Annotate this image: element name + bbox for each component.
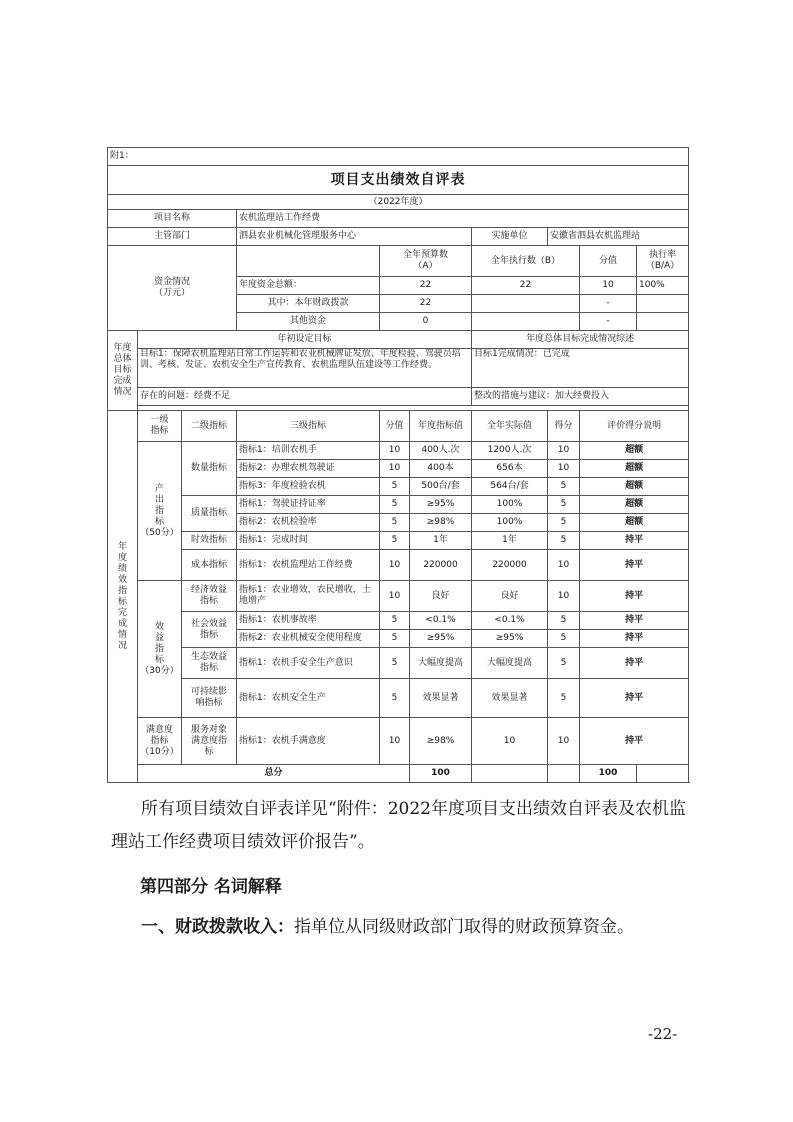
goals-problem: 存在的问题：经费不足 bbox=[138, 388, 472, 406]
indicator-score: 5 bbox=[380, 514, 410, 532]
indicator-target: ≥95% bbox=[410, 630, 472, 648]
goals-fix: 整改的措施与建议：加大经费投入 bbox=[472, 388, 689, 406]
table-title: 项目支出绩效自评表 bbox=[108, 166, 689, 195]
indicator-target: 1年 bbox=[410, 532, 472, 550]
indicator-actual: 大幅度提高 bbox=[472, 648, 548, 679]
indicator-target: 效果显著 bbox=[410, 679, 472, 718]
indicator-note: 持平 bbox=[580, 679, 689, 718]
indicator-target: ≥98% bbox=[410, 514, 472, 532]
l2-time: 时效指标 bbox=[182, 532, 237, 550]
indicator-name: 指标1：农业增效，农民增收，土地增产 bbox=[237, 581, 380, 612]
indicator-target: 500台/套 bbox=[410, 478, 472, 496]
indicator-got: 5 bbox=[548, 648, 580, 679]
perf-header: 全年实际值 bbox=[472, 411, 548, 442]
indicator-got: 5 bbox=[548, 532, 580, 550]
attachment-label: 附1： bbox=[108, 148, 689, 166]
indicator-name: 指标1：完成时间 bbox=[237, 532, 380, 550]
goals-header-done: 年度总体目标完成情况综述 bbox=[472, 331, 689, 349]
indicator-actual: 1200人.次 bbox=[472, 442, 548, 460]
total-got: 100 bbox=[580, 765, 637, 783]
goals-set-text: 目标1：保障农机监理站日常工作运转和农业机械牌证发放、年度检验、驾驶员培训、考核、发证、农机安全生产宣传教育、农机监理队伍建设等工作经费。 bbox=[138, 349, 472, 388]
indicator-name: 指标2：办理农机驾驶证 bbox=[237, 460, 380, 478]
indicator-got: 5 bbox=[548, 496, 580, 514]
indicator-actual: 良好 bbox=[472, 581, 548, 612]
funds-header-budget: 全年预算数 （A） bbox=[380, 246, 472, 277]
indicator-note: 持平 bbox=[580, 612, 689, 630]
indicator-score: 5 bbox=[380, 612, 410, 630]
funds-row-budget: 22 bbox=[380, 277, 472, 295]
indicator-target: 400人.次 bbox=[410, 442, 472, 460]
perf-label: 年 度 绩 效 指 标 完 成 情 况 bbox=[108, 411, 138, 783]
indicator-note: 超额 bbox=[580, 478, 689, 496]
indicator-got: 5 bbox=[548, 478, 580, 496]
dept-value: 泗县农业机械化管理服务中心 bbox=[237, 228, 472, 246]
indicator-target: 220000 bbox=[410, 550, 472, 581]
definition-paragraph bbox=[111, 910, 696, 944]
indicator-score: 10 bbox=[380, 460, 410, 478]
l2-sustain: 可持续影 响指标 bbox=[182, 679, 237, 718]
indicator-actual: ≥95% bbox=[472, 630, 548, 648]
l2-econ: 经济效益 指标 bbox=[182, 581, 237, 612]
indicator-actual: 100% bbox=[472, 496, 548, 514]
indicator-note: 持平 bbox=[580, 532, 689, 550]
l1-effect: 效 益 指 标 （30分） bbox=[138, 581, 182, 718]
impl-value: 安徽省泗县农机监理站 bbox=[548, 228, 689, 246]
funds-row-exec bbox=[472, 313, 580, 331]
funds-row-score: - bbox=[580, 295, 637, 313]
l1-satisfaction: 满意度 指标 （10分） bbox=[138, 718, 182, 765]
indicator-actual: 220000 bbox=[472, 550, 548, 581]
definition-text: 指单位从同级财政部门取得的财政预算资金。 bbox=[294, 917, 634, 937]
indicator-actual: 100% bbox=[472, 514, 548, 532]
indicator-target: <0.1% bbox=[410, 612, 472, 630]
l2-eco: 生态效益 指标 bbox=[182, 648, 237, 679]
l2-service: 服务对象 满意度指 标 bbox=[182, 718, 237, 765]
indicator-note: 持平 bbox=[580, 581, 689, 612]
perf-header: 年度指标值 bbox=[410, 411, 472, 442]
goals-done-text: 目标1完成情况：已完成 bbox=[472, 349, 689, 388]
performance-table-sheet bbox=[107, 147, 688, 783]
indicator-score: 5 bbox=[380, 630, 410, 648]
funds-row-budget: 22 bbox=[380, 295, 472, 313]
funds-row-budget: 0 bbox=[380, 313, 472, 331]
indicator-score: 5 bbox=[380, 496, 410, 514]
indicator-got: 10 bbox=[548, 550, 580, 581]
indicator-actual: 1年 bbox=[472, 532, 548, 550]
l2-qty: 数量指标 bbox=[182, 442, 237, 496]
funds-label: 资金情况 （万元） bbox=[108, 246, 237, 331]
funds-row-rate: 100% bbox=[637, 277, 689, 295]
performance-evaluation-table bbox=[107, 147, 689, 783]
indicator-score: 10 bbox=[380, 550, 410, 581]
indicator-actual: 10 bbox=[472, 718, 548, 765]
definition-term: 一、财政拨款收入： bbox=[141, 917, 294, 937]
indicator-name: 指标2：农机检验率 bbox=[237, 514, 380, 532]
perf-header: 分值 bbox=[380, 411, 410, 442]
body-paragraph: 所有项目绩效自评表详见“附件：2022年度项目支出绩效自评表及农机监理站工作经费项目绩效评价报告”。 bbox=[111, 799, 686, 852]
project-name-label: 项目名称 bbox=[108, 210, 237, 228]
indicator-note: 超额 bbox=[580, 496, 689, 514]
indicator-score: 10 bbox=[380, 581, 410, 612]
section-heading: 第四部分 名词解释 bbox=[140, 877, 282, 897]
funds-row-name: 其中：本年财政拨款 bbox=[237, 295, 380, 313]
funds-row-score: 10 bbox=[580, 277, 637, 295]
perf-header: 二级指标 bbox=[182, 411, 237, 442]
indicator-score: 5 bbox=[380, 532, 410, 550]
funds-row-score: - bbox=[580, 313, 637, 331]
indicator-target: 400本 bbox=[410, 460, 472, 478]
indicator-target: ≥95% bbox=[410, 496, 472, 514]
indicator-got: 5 bbox=[548, 612, 580, 630]
indicator-actual: <0.1% bbox=[472, 612, 548, 630]
funds-row-rate bbox=[637, 313, 689, 331]
funds-header-rate: 执行率 （B/A） bbox=[637, 246, 689, 277]
indicator-note: 超额 bbox=[580, 460, 689, 478]
perf-header: 评价得分说明 bbox=[580, 411, 689, 442]
indicator-score: 10 bbox=[380, 442, 410, 460]
l1-output: 产 出 指 标 （50分） bbox=[138, 442, 182, 581]
table-year: （2022年度） bbox=[108, 195, 689, 210]
goals-label: 年度 总体 目标 完成 情况 bbox=[108, 331, 138, 411]
indicator-actual: 656本 bbox=[472, 460, 548, 478]
l2-quality: 质量指标 bbox=[182, 496, 237, 532]
indicator-score: 10 bbox=[380, 718, 410, 765]
indicator-name: 指标2：农业机械安全使用程度 bbox=[237, 630, 380, 648]
indicator-score: 5 bbox=[380, 648, 410, 679]
total-score: 100 bbox=[410, 765, 472, 783]
indicator-target: ≥98% bbox=[410, 718, 472, 765]
funds-header-score: 分值 bbox=[580, 246, 637, 277]
indicator-target: 良好 bbox=[410, 581, 472, 612]
funds-row-exec bbox=[472, 295, 580, 313]
total-label: 总分 bbox=[138, 765, 410, 783]
indicator-note: 超额 bbox=[580, 442, 689, 460]
l2-social: 社会效益 指标 bbox=[182, 612, 237, 648]
indicator-name: 指标1：农机事故率 bbox=[237, 612, 380, 630]
l2-cost: 成本指标 bbox=[182, 550, 237, 581]
indicator-target: 大幅度提高 bbox=[410, 648, 472, 679]
indicator-name: 指标1：农机安全生产 bbox=[237, 679, 380, 718]
funds-row-name: 年度资金总额： bbox=[237, 277, 380, 295]
indicator-got: 5 bbox=[548, 514, 580, 532]
indicator-got: 5 bbox=[548, 630, 580, 648]
indicator-score: 5 bbox=[380, 679, 410, 718]
indicator-score: 5 bbox=[380, 478, 410, 496]
indicator-got: 10 bbox=[548, 460, 580, 478]
indicator-note: 持平 bbox=[580, 630, 689, 648]
indicator-name: 指标1：农机手满意度 bbox=[237, 718, 380, 765]
indicator-actual: 效果显著 bbox=[472, 679, 548, 718]
impl-label: 实施单位 bbox=[472, 228, 548, 246]
indicator-got: 10 bbox=[548, 718, 580, 765]
indicator-note: 持平 bbox=[580, 550, 689, 581]
indicator-name: 指标1：培训农机手 bbox=[237, 442, 380, 460]
funds-row-rate bbox=[637, 295, 689, 313]
project-name: 农机监理站工作经费 bbox=[237, 210, 689, 228]
indicator-note: 持平 bbox=[580, 718, 689, 765]
perf-header: 得分 bbox=[548, 411, 580, 442]
indicator-got: 5 bbox=[548, 679, 580, 718]
page-number: -22- bbox=[648, 1025, 678, 1043]
dept-label: 主管部门 bbox=[108, 228, 237, 246]
indicator-note: 持平 bbox=[580, 648, 689, 679]
indicator-name: 指标3：年度检验农机 bbox=[237, 478, 380, 496]
indicator-actual: 564台/套 bbox=[472, 478, 548, 496]
indicator-note: 超额 bbox=[580, 514, 689, 532]
funds-row-name: 其他资金 bbox=[237, 313, 380, 331]
indicator-got: 10 bbox=[548, 442, 580, 460]
indicator-got: 10 bbox=[548, 581, 580, 612]
indicator-name: 指标1：农机手安全生产意识 bbox=[237, 648, 380, 679]
perf-header: 三级指标 bbox=[237, 411, 380, 442]
funds-header-exec: 全年执行数（B） bbox=[472, 246, 580, 277]
indicator-name: 指标1：驾驶证持证率 bbox=[237, 496, 380, 514]
funds-row-exec: 22 bbox=[472, 277, 580, 295]
indicator-name: 指标1：农机监理站工作经费 bbox=[237, 550, 380, 581]
perf-header: 一级 指标 bbox=[138, 411, 182, 442]
goals-header-set: 年初设定目标 bbox=[138, 331, 472, 349]
